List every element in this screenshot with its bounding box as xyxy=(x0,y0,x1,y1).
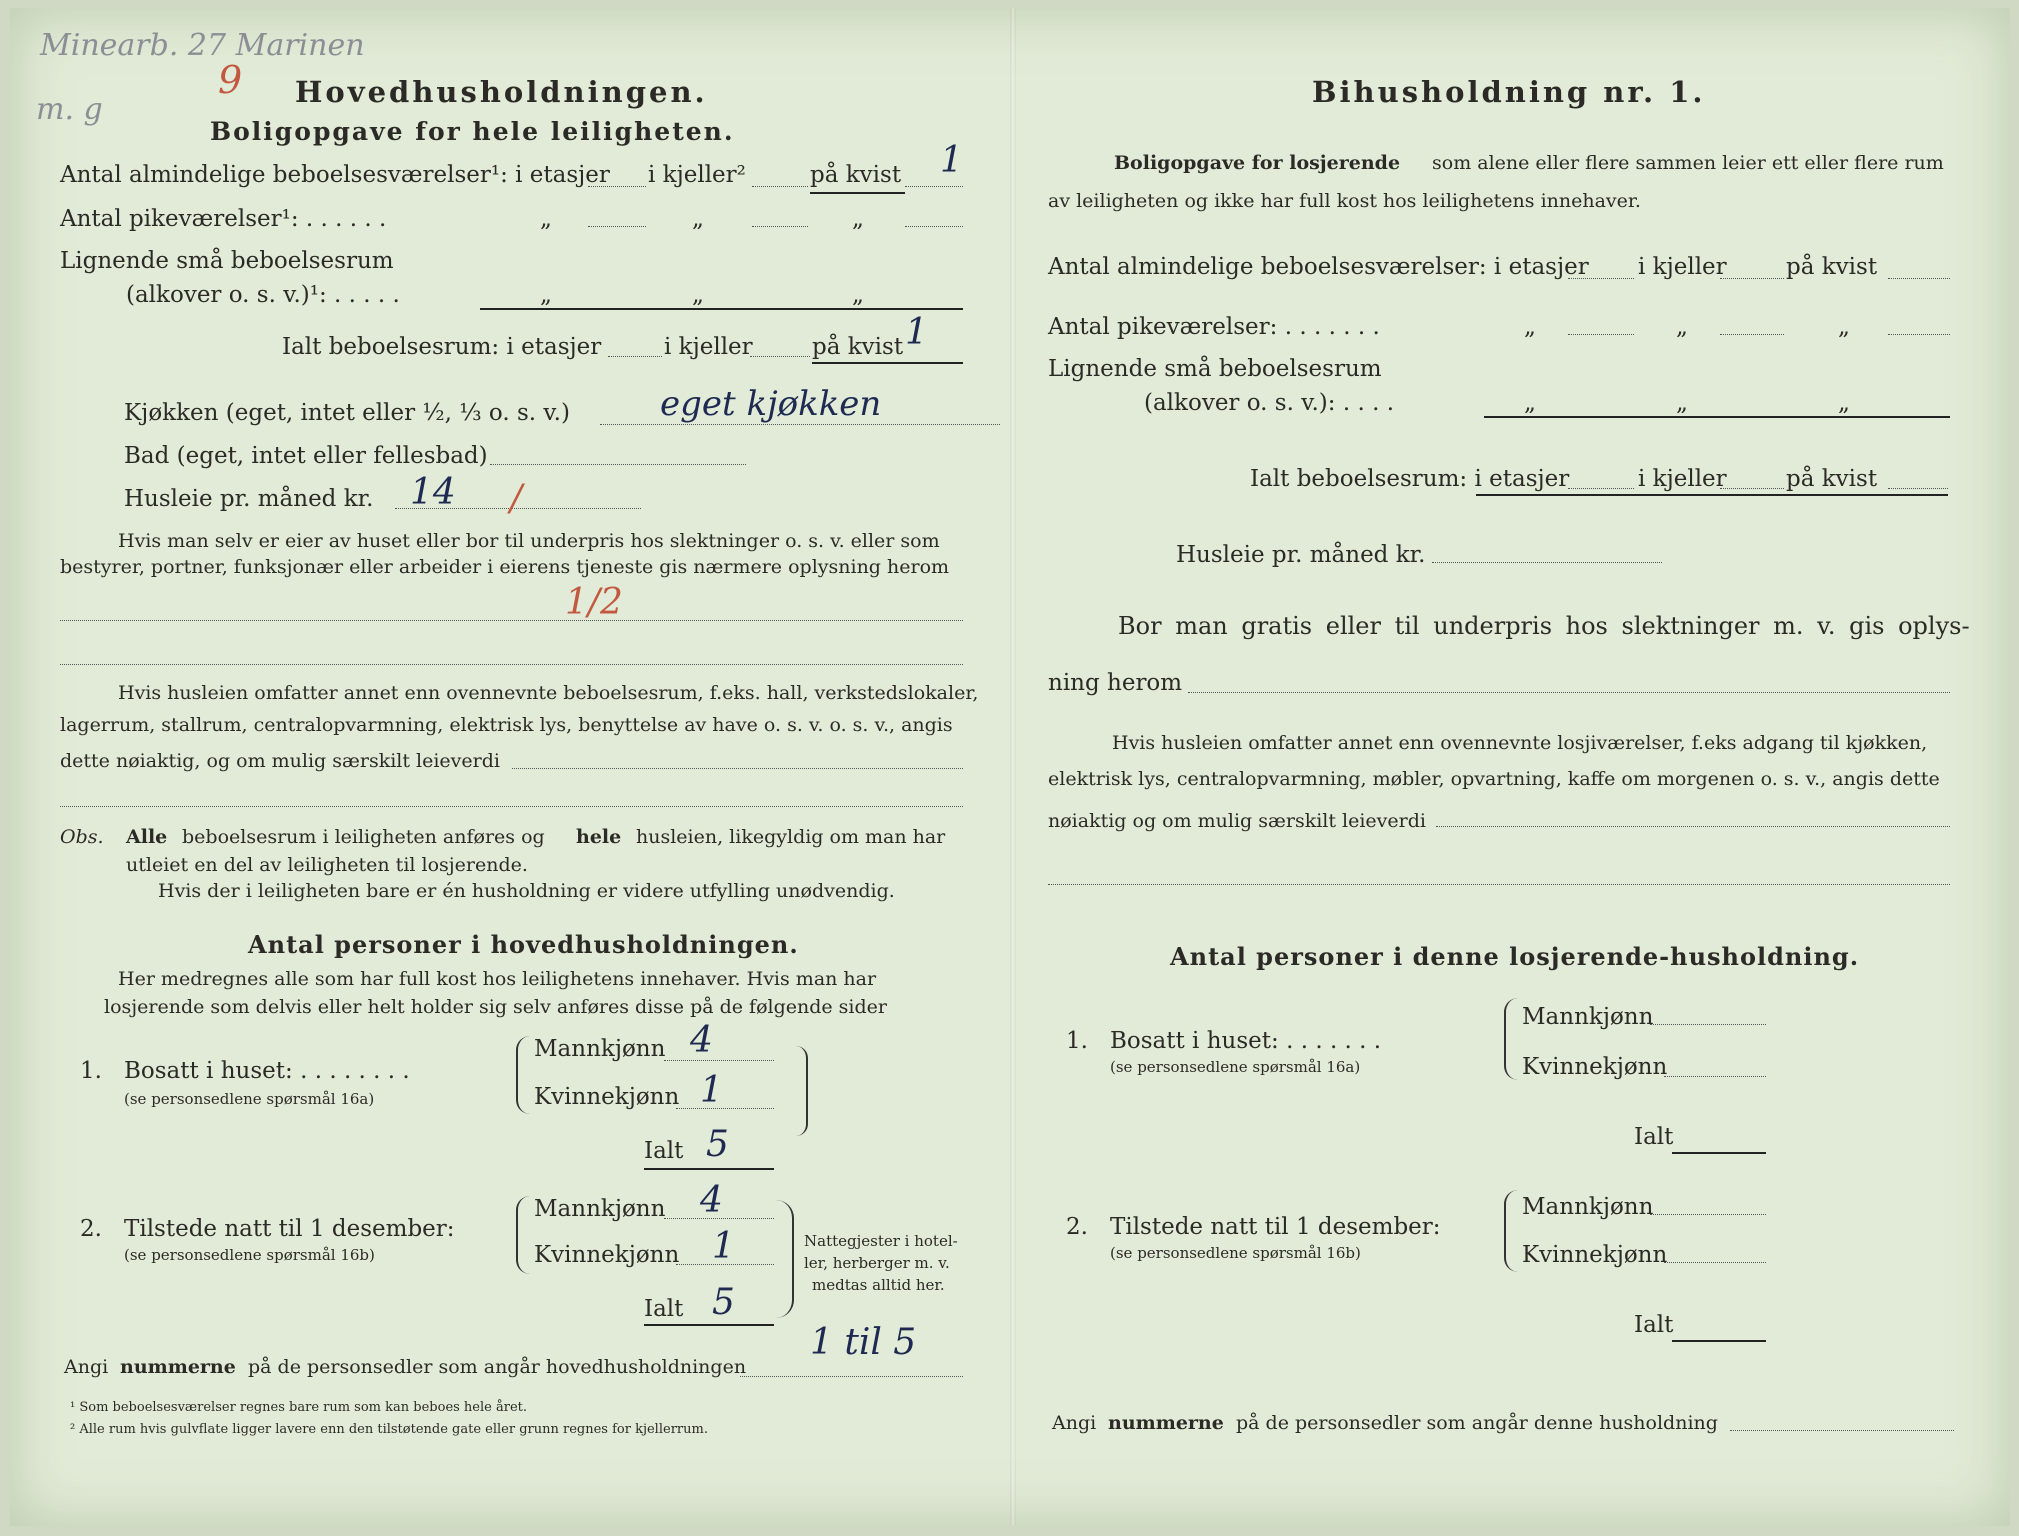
footnote-2: ² Alle rum hvis gulvflate ligger lavere enn den tilstøtende gate eller grunn regnes for kjellerrum. xyxy=(70,1422,708,1437)
handwritten-kvist-value: 1 xyxy=(940,140,963,181)
intro-boligopgave: Boligopgave for losjerende xyxy=(1114,152,1401,174)
handwritten-note-top: Minearb. 27 Marinen xyxy=(40,28,365,63)
obs-text-2: husleien, likegyldig om man har xyxy=(636,826,946,848)
r-q1-label: Bosatt i huset: . . . . . . . xyxy=(1110,1028,1382,1054)
r-note-line3: nøiaktig og om mulig særskilt leieverdi xyxy=(1048,810,1426,832)
label-lignende-rum: Lignende små beboelsesrum xyxy=(60,248,394,274)
r-bor-line1: Bor man gratis eller til underpris hos slektninger m. v. gis oplys- xyxy=(1118,612,1970,640)
ditto-5: „ xyxy=(692,282,704,308)
r-field-husleie[interactable] xyxy=(1432,562,1662,563)
brace-q2-right xyxy=(776,1200,794,1318)
nattegjester-line1: Nattegjester i hotel- xyxy=(804,1232,958,1250)
handwritten-ialt-value: 1 xyxy=(905,312,928,353)
obs-text-4: Hvis der i leiligheten bare er én husholdning er videre utfylling unødvendig. xyxy=(158,880,895,902)
r-label-beboelsesvaerelser: Antal almindelige beboelsesværelser: i etasjer xyxy=(1048,254,1589,280)
note-eier-line1: Hvis man selv er eier av huset eller bor til underpris hos slektninger o. s. v. eller som xyxy=(118,530,940,552)
r-label-pikevaerelser: Antal pikeværelser: . . . . . . . xyxy=(1048,314,1380,340)
r-field-leieverdi-1[interactable] xyxy=(1436,826,1950,827)
r-brace-q1 xyxy=(1504,998,1518,1080)
r-section-title-persons: Antal personer i denne losjerende-husholdning. xyxy=(1170,942,1860,971)
r-field-q1-mann[interactable] xyxy=(1650,1024,1766,1025)
q2-ialt-label: Ialt xyxy=(644,1296,684,1322)
brace-q1-right xyxy=(796,1046,808,1136)
obs-alle: Alle xyxy=(126,826,168,848)
persons-note-2: losjerende som delvis eller helt holder sig selv anføres disse på de følgende sider xyxy=(104,996,887,1018)
intro-text-1: som alene eller flere sammen leier ett eller flere rum xyxy=(1432,152,1944,174)
r-q1-kvinne-label: Kvinnekjønn xyxy=(1522,1054,1668,1080)
r-underline-q2-ialt xyxy=(1672,1340,1766,1342)
handwritten-angi-value: 1 til 5 xyxy=(810,1322,917,1363)
nattegjester-line2: ler, herberger m. v. xyxy=(804,1254,950,1272)
field-q1-mann[interactable] xyxy=(664,1060,774,1061)
q2-number: 2. xyxy=(80,1216,102,1242)
page-title-bihusholdning: Bihusholdning nr. 1. xyxy=(1312,75,1706,109)
r-label-alkover: (alkover o. s. v.): . . . . xyxy=(1144,390,1395,416)
underline-kvist xyxy=(810,192,905,194)
q2-sublabel: (se personsedlene spørsmål 16b) xyxy=(124,1246,375,1264)
q2-kvinne-label: Kvinnekjønn xyxy=(534,1242,680,1268)
r-brace-q2 xyxy=(1504,1190,1518,1272)
r-angi-label: Angi xyxy=(1052,1412,1097,1434)
field-ialt-kjeller[interactable] xyxy=(750,356,810,357)
r-angi-text: på de personsedler som angår denne husholdning xyxy=(1236,1412,1718,1434)
ditto-1: „ xyxy=(540,206,552,232)
r-q2-mann-label: Mannkjønn xyxy=(1522,1194,1654,1220)
r-label-kjeller: i kjeller xyxy=(1638,254,1727,280)
brace-q1 xyxy=(516,1036,530,1114)
handwritten-note-mg: m. g xyxy=(36,92,103,127)
r-note-line2: elektrisk lys, centralopvarmning, møbler, opvartning, kaffe om morgenen o. s. v., angis dette xyxy=(1048,768,1940,790)
label-bad: Bad (eget, intet eller fellesbad) xyxy=(124,443,488,469)
subtitle-boligopgave: Boligopgave for hele leiligheten. xyxy=(210,117,735,146)
r-label-kvist: på kvist xyxy=(1786,254,1878,280)
r-field-ialt-etasjer[interactable] xyxy=(1568,488,1634,489)
handwritten-q1-mann: 4 xyxy=(690,1020,713,1061)
q1-sublabel: (se personsedlene spørsmål 16a) xyxy=(124,1090,375,1108)
label-ialt-beboelsesrum: Ialt beboelsesrum: i etasjer xyxy=(282,334,602,360)
r-q2-label: Tilstede natt til 1 desember: xyxy=(1110,1214,1441,1240)
r-note-line1: Hvis husleien omfatter annet enn ovennevnte losjiværelser, f.eks adgang til kjøkken, xyxy=(1112,732,1928,754)
field-etasjer[interactable] xyxy=(588,186,646,187)
underline-q2-ialt xyxy=(644,1324,774,1326)
r-ditto-6: „ xyxy=(1838,390,1850,416)
r-q1-mann-label: Mannkjønn xyxy=(1522,1004,1654,1030)
r-q1-ialt-label: Ialt xyxy=(1634,1124,1674,1150)
handwritten-red-mark: / xyxy=(510,478,523,519)
handwritten-q2-mann: 4 xyxy=(700,1180,723,1221)
r-label-ialt-kjeller: i kjeller xyxy=(1638,466,1727,492)
page-fold xyxy=(1010,8,1016,1526)
r-label-ialt-kvist: på kvist xyxy=(1786,466,1878,492)
handwritten-q2-kvinne: 1 xyxy=(712,1226,735,1267)
note-husleien-line3: dette nøiaktig, og om mulig særskilt leieverdi xyxy=(60,750,500,772)
r-ditto-1: „ xyxy=(1524,314,1536,340)
section-title-persons: Antal personer i hovedhusholdningen. xyxy=(248,930,799,959)
label-kvist: på kvist xyxy=(810,162,902,188)
r-field-ialt-kvist[interactable] xyxy=(1888,488,1948,489)
q1-kvinne-label: Kvinnekjønn xyxy=(534,1084,680,1110)
r-field-pike-kjeller[interactable] xyxy=(1720,334,1784,335)
handwritten-red-number: 9 xyxy=(218,58,243,102)
ditto-2: „ xyxy=(692,206,704,232)
field-leieverdi-1[interactable] xyxy=(512,768,963,769)
ditto-6: „ xyxy=(852,282,864,308)
r-field-q1-kvinne[interactable] xyxy=(1664,1076,1766,1077)
r-field-etasjer[interactable] xyxy=(1568,278,1634,279)
r-ditto-4: „ xyxy=(1524,390,1536,416)
label-ialt-kjeller: i kjeller xyxy=(664,334,753,360)
field-pike-kvist[interactable] xyxy=(905,226,963,227)
field-note-eier-1[interactable] xyxy=(60,620,963,621)
obs-label: Obs. xyxy=(60,826,104,848)
q2-label: Tilstede natt til 1 desember: xyxy=(124,1216,455,1242)
q1-number: 1. xyxy=(80,1058,102,1084)
r-ditto-2: „ xyxy=(1676,314,1688,340)
r-label-ialt-beboelsesrum: Ialt beboelsesrum: i etasjer xyxy=(1250,466,1570,492)
r-field-bor[interactable] xyxy=(1188,692,1950,693)
underline-alkover xyxy=(480,308,963,310)
field-kjokken[interactable] xyxy=(600,424,1000,425)
r-field-q2-kvinne[interactable] xyxy=(1664,1262,1766,1263)
field-pike-etasjer[interactable] xyxy=(588,226,646,227)
field-pike-kjeller[interactable] xyxy=(752,226,808,227)
field-angi-nummerne[interactable] xyxy=(740,1376,963,1377)
r-label-lignende-rum: Lignende små beboelsesrum xyxy=(1048,356,1382,382)
q2-mann-label: Mannkjønn xyxy=(534,1196,666,1222)
handwritten-kjokken-value: eget kjøkken xyxy=(660,384,882,424)
r-ditto-3: „ xyxy=(1838,314,1850,340)
r-underline-alkover xyxy=(1484,416,1950,418)
label-kjokken: Kjøkken (eget, intet eller ½, ⅓ o. s. v.) xyxy=(124,400,570,426)
field-kvist[interactable] xyxy=(905,186,963,187)
r-field-q2-mann[interactable] xyxy=(1650,1214,1766,1215)
r-q1-number: 1. xyxy=(1066,1028,1088,1054)
note-husleien-line2: lagerrum, stallrum, centralopvarmning, elektrisk lys, benyttelse av have o. s. v. o. s. v., angis xyxy=(60,714,953,736)
label-beboelsesvaerelser: Antal almindelige beboelsesværelser¹: i etasjer xyxy=(60,162,610,188)
r-underline-ialt xyxy=(1476,494,1948,496)
label-husleie: Husleie pr. måned kr. xyxy=(124,486,374,512)
label-alkover: (alkover o. s. v.)¹: . . . . . xyxy=(126,282,400,308)
handwritten-q1-kvinne: 1 xyxy=(700,1070,723,1111)
r-field-ialt-kjeller[interactable] xyxy=(1720,488,1784,489)
label-kjeller: i kjeller² xyxy=(648,162,746,188)
r-field-pike-kvist[interactable] xyxy=(1888,334,1950,335)
obs-hele: hele xyxy=(576,826,622,848)
intro-text-2: av leiligheten og ikke har full kost hos leilighetens innehaver. xyxy=(1048,190,1641,212)
obs-text-3: utleiet en del av leiligheten til losjerende. xyxy=(126,854,528,876)
underline-q1-ialt xyxy=(644,1168,774,1170)
persons-note-1: Her medregnes alle som har full kost hos leilighetens innehaver. Hvis man har xyxy=(118,968,877,990)
nattegjester-line3: medtas alltid her. xyxy=(812,1276,945,1294)
r-field-kjeller[interactable] xyxy=(1720,278,1784,279)
ditto-4: „ xyxy=(540,282,552,308)
page-title-hovedhusholdningen: Hovedhusholdningen. xyxy=(295,75,708,109)
label-pikevaerelser: Antal pikeværelser¹: . . . . . . xyxy=(60,206,387,232)
handwritten-husleie-value: 14 xyxy=(410,472,456,513)
r-label-husleie: Husleie pr. måned kr. xyxy=(1176,542,1426,568)
handwritten-q2-ialt: 5 xyxy=(712,1282,735,1323)
field-note-eier-2[interactable] xyxy=(60,664,963,665)
handwritten-q1-ialt: 5 xyxy=(706,1124,729,1165)
q1-label: Bosatt i huset: . . . . . . . . xyxy=(124,1058,410,1084)
q1-mann-label: Mannkjønn xyxy=(534,1036,666,1062)
r-bor-line2: ning herom xyxy=(1048,670,1183,696)
r-field-kvist[interactable] xyxy=(1888,278,1950,279)
label-ialt-kvist: på kvist xyxy=(812,334,904,360)
underline-ialt-kvist xyxy=(812,362,963,364)
r-underline-q1-ialt xyxy=(1672,1152,1766,1154)
q1-ialt-label: Ialt xyxy=(644,1138,684,1164)
note-eier-line2: bestyrer, portner, funksjonær eller arbeider i eierens tjeneste gis nærmere oplysning herom xyxy=(60,556,950,578)
r-q1-sublabel: (se personsedlene spørsmål 16a) xyxy=(1110,1058,1361,1076)
r-q2-number: 2. xyxy=(1066,1214,1088,1240)
r-q2-sublabel: (se personsedlene spørsmål 16b) xyxy=(1110,1244,1361,1262)
r-q2-kvinne-label: Kvinnekjønn xyxy=(1522,1242,1668,1268)
angi-nummerne: nummerne xyxy=(120,1356,236,1378)
r-field-leieverdi-2[interactable] xyxy=(1048,884,1950,885)
r-field-pike-etasjer[interactable] xyxy=(1568,334,1634,335)
angi-label: Angi xyxy=(64,1356,109,1378)
r-angi-nummerne: nummerne xyxy=(1108,1412,1224,1434)
field-q1-kvinne[interactable] xyxy=(676,1108,774,1109)
note-husleien-line1: Hvis husleien omfatter annet enn ovennevnte beboelsesrum, f.eks. hall, verkstedslokaler, xyxy=(118,682,979,704)
ditto-3: „ xyxy=(852,206,864,232)
r-ditto-5: „ xyxy=(1676,390,1688,416)
r-q2-ialt-label: Ialt xyxy=(1634,1312,1674,1338)
field-ialt-etasjer[interactable] xyxy=(608,356,662,357)
field-bad[interactable] xyxy=(490,464,746,465)
angi-text: på de personsedler som angår hovedhusholdningen xyxy=(248,1356,747,1378)
r-field-angi-nummerne[interactable] xyxy=(1730,1430,1954,1431)
handwritten-note-eier-value: 1/2 xyxy=(565,582,623,623)
obs-text-1: beboelsesrum i leiligheten anføres og xyxy=(182,826,545,848)
brace-q2 xyxy=(516,1196,530,1274)
field-leieverdi-2[interactable] xyxy=(60,806,963,807)
field-kjeller[interactable] xyxy=(752,186,808,187)
footnote-1: ¹ Som beboelsesværelser regnes bare rum som kan beboes hele året. xyxy=(70,1400,527,1415)
